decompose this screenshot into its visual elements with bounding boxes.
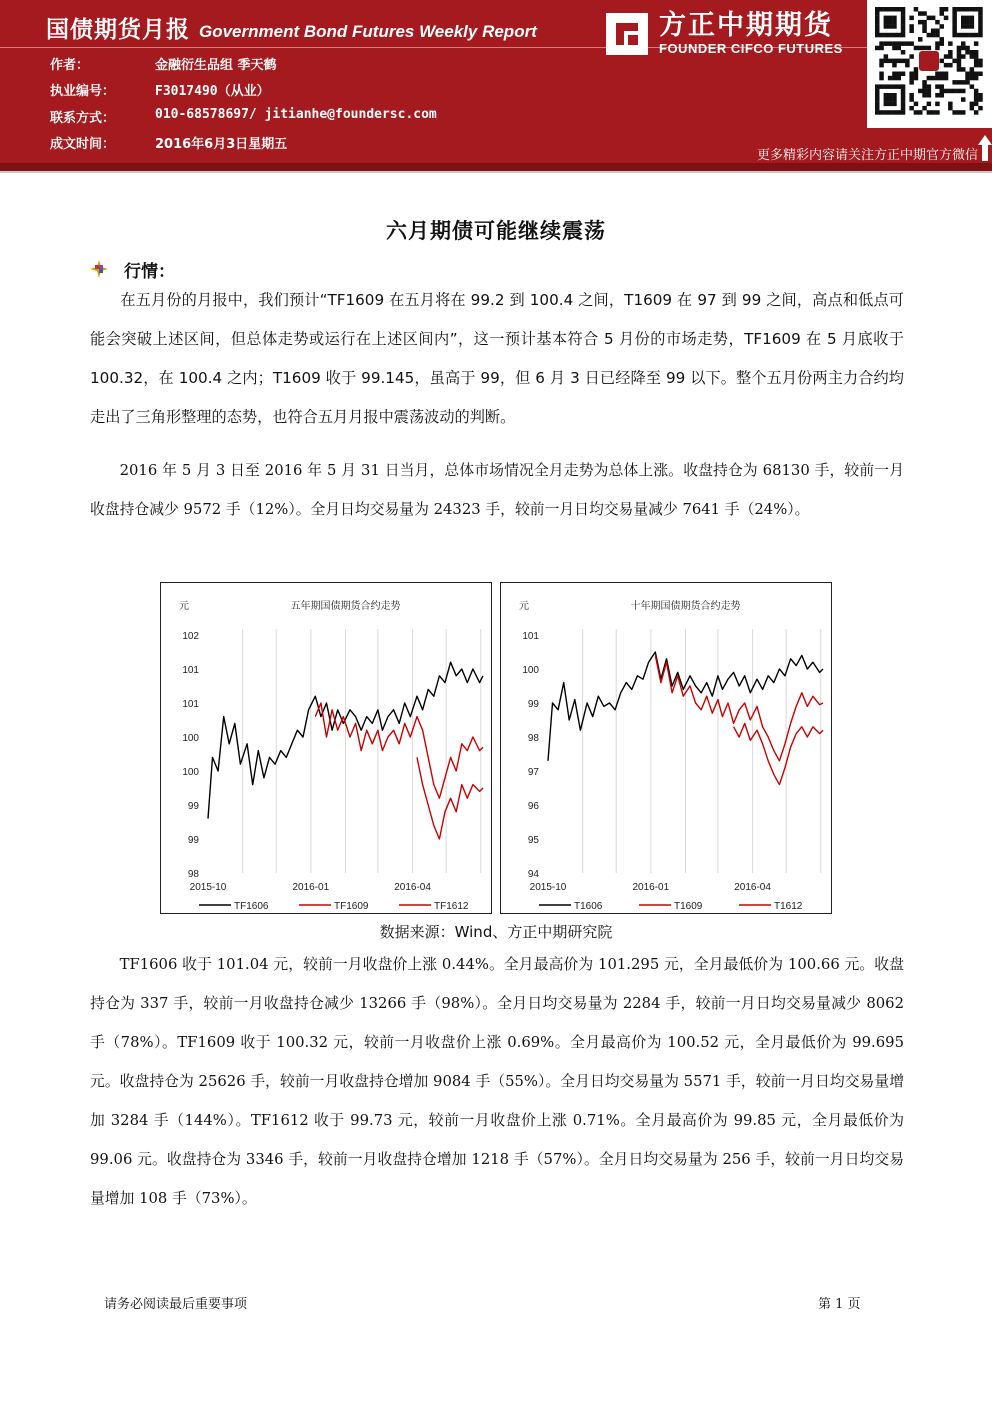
y-tick-label: 95 <box>527 835 539 846</box>
y-tick-label: 94 <box>527 869 539 880</box>
series-line-t1609 <box>655 655 823 760</box>
x-tick-label: 2016-01 <box>292 882 330 893</box>
section-heading <box>90 256 175 282</box>
author-label: 作者： <box>50 58 90 73</box>
y-tick-label: 98 <box>527 733 539 744</box>
y-axis-unit: 元 <box>519 601 529 612</box>
company-logo <box>604 8 856 60</box>
section-bullet-icon <box>90 260 108 278</box>
wechat-qr-code <box>867 0 992 128</box>
footer-page-number: 第 1 页 <box>818 1297 861 1312</box>
footer-disclaimer: 请务必阅读最后重要事项 <box>104 1297 248 1312</box>
y-tick-label: 101 <box>522 631 539 642</box>
legend-label: T1609 <box>674 901 703 912</box>
chart-source-caption: 数据来源：Wind、方正中期研究院 <box>379 923 613 941</box>
paragraph-contracts-text: TF1606 收于 101.04 元，较前一月收盘价上涨 0.44%。全月最高价为 101.295 元，全月最低价为 100.66 元。收盘持仓为 337 手，较前一月收盘持仓减少 13266 手（98%）。全月日均交易量为 2284 手，较前一月日均交易量减少 8062 手（78%）。TF1609 收于 100.32 元，较前一月收盘价上涨 0.69%。全月最高价为 100.52 元，全月最低价为 99.695 元。收盘持仓为 25626 手，较前一月收盘持仓增加 9084 手（55%）。全月日均交易量为 5571 手，较前一月日均交易量增加 3284 手（144%）。TF1612 收于 99.73 元，较前一月收盘价上涨 0.71%。全月最高价为 99.85 元，全月最低价为 99.06 元。收盘持仓为 3346 手，较前一月收盘持仓增加 1218 手（57%）。全月日均交易量为 256 手，较前一月日均交易量增加 108 手（73%）。 <box>90 956 904 1207</box>
chart-title: 十年期国债期货合约走势 <box>630 601 741 612</box>
y-tick-label: 100 <box>522 665 539 676</box>
report-title <box>46 11 537 43</box>
paragraph-review <box>90 281 904 437</box>
paragraph-market-summary <box>90 451 904 529</box>
qr-center-logo-icon <box>919 51 939 71</box>
section-label: 行情： <box>124 261 175 282</box>
chart-ten-year <box>500 582 832 914</box>
license-value: F3017490（从业） <box>155 84 270 99</box>
paragraph-contracts <box>90 945 904 1218</box>
y-tick-label: 100 <box>182 733 199 744</box>
y-tick-label: 99 <box>527 699 539 710</box>
x-tick-label: 2016-01 <box>632 882 670 893</box>
document-title: 六月期债可能继续震荡 <box>386 219 606 243</box>
chart-five-year-svg <box>161 583 493 915</box>
up-arrow-icon <box>978 134 992 162</box>
contact-label: 联系方式： <box>50 111 116 126</box>
y-tick-label: 101 <box>182 699 199 710</box>
y-tick-label: 98 <box>187 869 199 880</box>
x-tick-label: 2015-10 <box>529 882 567 893</box>
logo-name-cn: 方正中期期货 <box>659 10 833 41</box>
series-line-tf1612 <box>417 757 483 839</box>
license-label: 执业编号： <box>50 84 116 99</box>
paragraph-market-summary-text: 2016 年 5 月 3 日至 2016 年 5 月 31 日当月，总体市场情况全月走势为总体上涨。收盘持仓为 68130 手，较前一月收盘持仓减少 9572 手（12%）。全月日均交易量为 24323 手，较前一月日均交易量减少 7641 手（24%）。 <box>90 462 904 518</box>
author-value: 金融衍生品组 季天鹤 <box>155 58 277 73</box>
y-tick-label: 96 <box>527 801 539 812</box>
y-tick-label: 99 <box>187 835 199 846</box>
contact-value: 010-68578697/ jitianhe@foundersc.com <box>155 107 437 122</box>
x-tick-label: 2016-04 <box>734 882 771 893</box>
y-axis-unit: 元 <box>179 601 189 612</box>
legend-label: T1606 <box>574 901 603 912</box>
x-tick-label: 2015-10 <box>189 882 227 893</box>
date-label: 成文时间： <box>50 137 116 152</box>
wechat-follow-note: 更多精彩内容请关注方正中期官方微信 <box>756 148 978 163</box>
legend-label: T1612 <box>774 901 803 912</box>
y-tick-label: 102 <box>182 631 199 642</box>
x-tick-label: 2016-04 <box>394 882 431 893</box>
legend-label: TF1612 <box>434 901 469 912</box>
header-bottom-bar <box>0 163 992 171</box>
y-tick-label: 101 <box>182 665 199 676</box>
chart-ten-year-svg <box>501 583 833 915</box>
chart-title: 五年期国债期货合约走势 <box>290 601 401 612</box>
legend-label: TF1609 <box>334 901 369 912</box>
chart-five-year <box>160 582 492 914</box>
paragraph-review-text: 在五月份的月报中，我们预计“TF1609 在五月将在 99.2 到 100.4 之间，T1609 在 97 到 99 之间，高点和低点可能会突破上述区间，但总体走势或运行在上述区间内”，这一预计基本符合 5 月份的市场走势，TF1609 在 5 月底收于 100.32，在 100.4 之内；T1609 收于 99.145，虽高于 99，但 6 月 3 日已经降至 99 以下。整个五月份两主力合约均走出了三角形整理的态势，也符合五月月报中震荡波动的判断。 <box>90 291 904 426</box>
y-tick-label: 100 <box>182 767 199 778</box>
date-value: 2016年6月3日星期五 <box>155 137 288 152</box>
report-title-cn: 国债期货月报 <box>46 17 190 43</box>
series-line-t1612 <box>734 723 823 784</box>
report-title-en: Government Bond Futures Weekly Report <box>199 22 537 41</box>
y-tick-label: 97 <box>527 767 539 778</box>
logo-mark-icon <box>604 11 650 57</box>
legend-label: TF1606 <box>234 901 269 912</box>
header-divider <box>0 171 992 173</box>
y-tick-label: 99 <box>187 801 199 812</box>
logo-name-en: FOUNDER CIFCO FUTURES <box>659 41 843 56</box>
